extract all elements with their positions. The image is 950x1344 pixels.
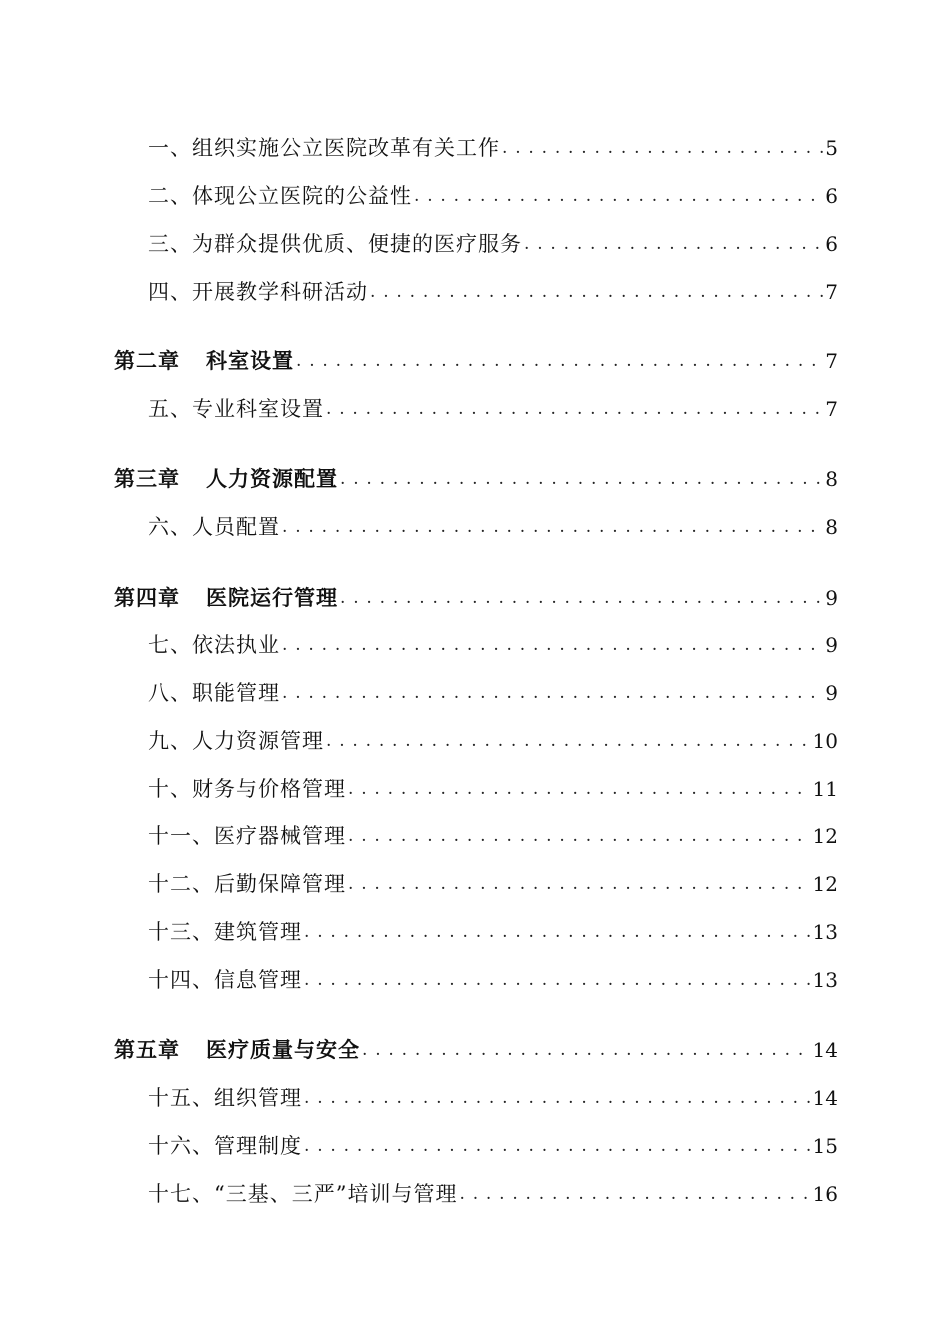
dot-leader <box>370 278 823 306</box>
toc-page-number: 15 <box>812 1134 838 1158</box>
dot-leader <box>326 395 823 423</box>
dot-leader <box>304 1132 811 1160</box>
toc-entry[interactable] <box>148 675 838 707</box>
toc-entry-label: 十三、建筑管理 <box>148 920 302 944</box>
toc-chapter-heading <box>114 1036 360 1064</box>
dot-leader <box>282 513 823 541</box>
toc-entry[interactable] <box>148 1080 838 1112</box>
toc-page-number: 13 <box>812 920 838 944</box>
toc-chapter-heading <box>114 584 338 612</box>
toc-page-number: 9 <box>825 681 838 705</box>
chapter-number: 第三章 <box>114 467 180 491</box>
dot-leader <box>340 465 823 493</box>
dot-leader <box>304 1084 811 1112</box>
chapter-number: 第四章 <box>114 586 180 610</box>
toc-page-number: 16 <box>812 1182 838 1206</box>
dot-leader <box>326 727 811 755</box>
toc-entry-label: 三、为群众提供优质、便捷的医疗服务 <box>148 232 522 256</box>
chapter-number: 第五章 <box>114 1038 180 1062</box>
toc-entry[interactable] <box>148 178 838 210</box>
toc-entry[interactable] <box>148 962 838 994</box>
toc-page-number: 6 <box>825 232 838 256</box>
dot-leader <box>362 1036 811 1064</box>
chapter-title: 医疗质量与安全 <box>206 1038 360 1062</box>
dot-leader <box>414 182 823 210</box>
dot-leader <box>282 631 823 659</box>
toc-page-number: 5 <box>825 136 838 160</box>
toc-entry[interactable] <box>148 391 838 423</box>
toc-entry[interactable] <box>148 723 838 755</box>
dot-leader <box>524 230 823 258</box>
dot-leader <box>340 584 823 612</box>
toc-page-number: 8 <box>825 515 838 539</box>
toc-entry[interactable] <box>148 509 838 541</box>
toc-page-number: 13 <box>812 968 838 992</box>
toc-entry[interactable] <box>148 771 838 803</box>
toc-entry-label: 六、人员配置 <box>148 515 280 539</box>
toc-entry[interactable] <box>148 1176 838 1208</box>
toc-entry-label: 五、专业科室设置 <box>148 397 324 421</box>
dot-leader <box>348 775 811 803</box>
toc-entry-label: 十一、医疗器械管理 <box>148 824 346 848</box>
toc-entry[interactable] <box>148 627 838 659</box>
toc-chapter-heading <box>114 347 294 375</box>
toc-entry[interactable] <box>148 274 838 306</box>
toc-entry-label: 一、组织实施公立医院改革有关工作 <box>148 136 500 160</box>
toc-entry-label: 十二、后勤保障管理 <box>148 872 346 896</box>
chapter-title: 人力资源配置 <box>206 467 338 491</box>
toc-chapter-heading <box>114 465 338 493</box>
dot-leader <box>459 1180 810 1208</box>
toc-entry-label: 十、财务与价格管理 <box>148 777 346 801</box>
dot-leader <box>348 822 811 850</box>
dot-leader <box>348 870 811 898</box>
toc-entry[interactable] <box>148 866 838 898</box>
dot-leader <box>304 966 811 994</box>
toc-entry-label: 八、职能管理 <box>148 681 280 705</box>
chapter-number: 第二章 <box>114 349 180 373</box>
toc-page-number: 7 <box>825 280 838 304</box>
toc-entry[interactable] <box>148 1128 838 1160</box>
toc-page-number: 7 <box>825 397 838 421</box>
toc-page-number: 6 <box>825 184 838 208</box>
toc-entry-label: 十七、“三基、三严”培训与管理 <box>148 1182 458 1206</box>
toc-page-number: 9 <box>825 633 838 657</box>
toc-chapter-entry[interactable] <box>114 580 838 612</box>
chapter-title: 科室设置 <box>206 349 294 373</box>
toc-page-number: 12 <box>812 824 838 848</box>
toc-page-number: 14 <box>812 1086 838 1110</box>
toc-entry-label: 七、依法执业 <box>148 633 280 657</box>
toc-entry[interactable] <box>148 130 838 162</box>
toc-entry[interactable] <box>148 914 838 946</box>
toc-chapter-entry[interactable] <box>114 343 838 375</box>
chapter-title: 医院运行管理 <box>206 586 338 610</box>
toc-page-number: 9 <box>825 586 838 610</box>
toc-entry[interactable] <box>148 226 838 258</box>
toc-entry-label: 十四、信息管理 <box>148 968 302 992</box>
toc-page-number: 14 <box>812 1038 838 1062</box>
toc-entry-label: 十五、组织管理 <box>148 1086 302 1110</box>
toc-entry[interactable] <box>148 818 838 850</box>
toc-page-number: 7 <box>825 349 838 373</box>
toc-page-number: 10 <box>812 729 838 753</box>
toc-chapter-entry[interactable] <box>114 461 838 493</box>
dot-leader <box>296 347 823 375</box>
toc-entry-label: 四、开展教学科研活动 <box>148 280 368 304</box>
toc-entry-label: 十六、管理制度 <box>148 1134 302 1158</box>
dot-leader <box>304 918 811 946</box>
toc-page-number: 11 <box>812 777 838 801</box>
toc-page-number: 12 <box>812 872 838 896</box>
toc-chapter-entry[interactable] <box>114 1032 838 1064</box>
toc-entry-label: 二、体现公立医院的公益性 <box>148 184 412 208</box>
dot-leader <box>502 134 823 162</box>
toc-page-number: 8 <box>825 467 838 491</box>
toc-entry-label: 九、人力资源管理 <box>148 729 324 753</box>
dot-leader <box>282 679 823 707</box>
